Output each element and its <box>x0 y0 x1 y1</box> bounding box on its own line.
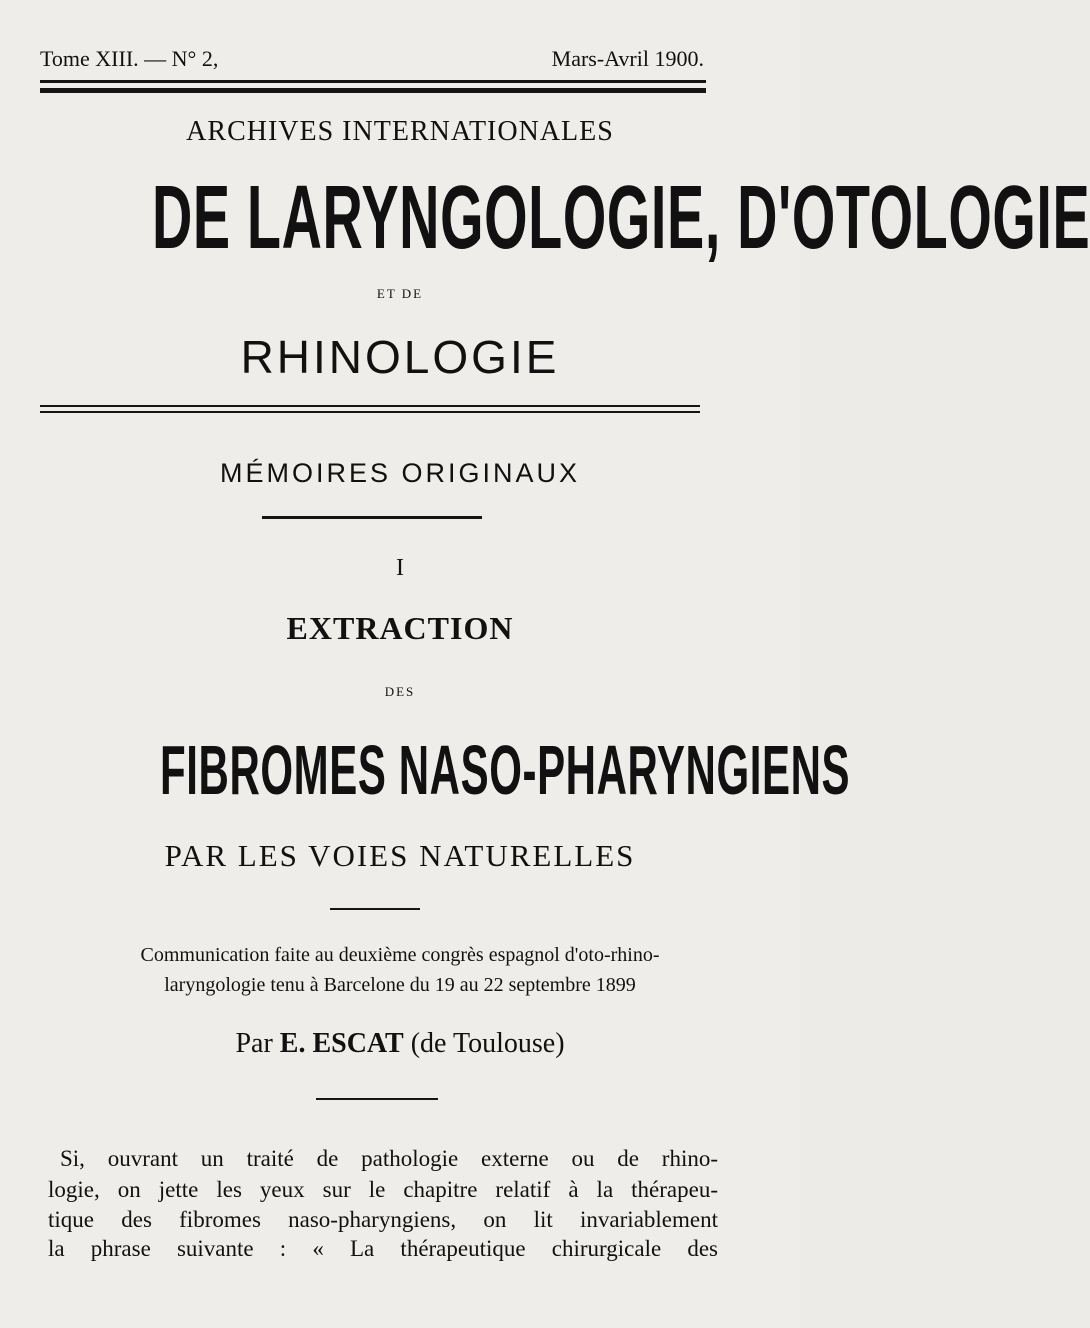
journal-title-line2-wrap <box>0 168 1090 268</box>
journal-title-line4: RHINOLOGIE <box>240 331 560 383</box>
article-title-line4: PAR LES VOIES NATURELLES <box>164 838 636 873</box>
title-rule-top <box>40 405 700 407</box>
body-line-2: logie, on jette les yeux sur le chapitre relatif à la thérapeu- <box>48 1177 718 1202</box>
header-rule-top <box>40 80 706 83</box>
journal-title-line1: ARCHIVES INTERNATIONALES <box>186 116 614 147</box>
author-name: E. ESCAT <box>279 1028 404 1059</box>
title-divider <box>330 908 420 910</box>
communication-line2: laryngologie tenu à Barcelone du 19 au 22 septembre 1899 <box>164 974 636 996</box>
journal-title-line3: ET DE <box>376 286 424 301</box>
author-prefix: Par <box>235 1028 273 1059</box>
article-title-line2: DES <box>384 684 416 699</box>
volume-number: Tome XIII. — N° 2, <box>40 46 219 71</box>
issue-date: Mars-Avril 1900. <box>551 46 704 71</box>
author-affiliation: (de Toulouse) <box>410 1028 565 1059</box>
article-title-line3: FIBROMES NASO-PHARYNGIENS <box>159 731 851 809</box>
article-title-line3-wrap <box>0 730 851 810</box>
title-rule-bottom <box>40 411 700 413</box>
article-number: I <box>396 555 404 581</box>
body-line-4: la phrase suivante : « La thérapeutique chirurgicale des <box>48 1236 718 1261</box>
section-rule <box>262 516 482 519</box>
communication-line1: Communication faite au deuxième congrès espagnol d'oto-rhino- <box>140 944 660 966</box>
body-line-1: Si, ouvrant un traité de pathologie externe ou de rhino- <box>60 1146 718 1171</box>
header-rule-thick <box>40 88 706 93</box>
article-title-line1: EXTRACTION <box>286 610 514 646</box>
author-divider <box>316 1098 438 1100</box>
section-heading: MÉMOIRES ORIGINAUX <box>219 458 581 488</box>
author-line <box>0 1028 800 1060</box>
body-line-3: tique des fibromes naso-pharyngiens, on lit invariablement <box>48 1207 718 1232</box>
journal-title-line2: DE LARYNGOLOGIE, D'OTOLOGIE <box>152 168 1090 268</box>
